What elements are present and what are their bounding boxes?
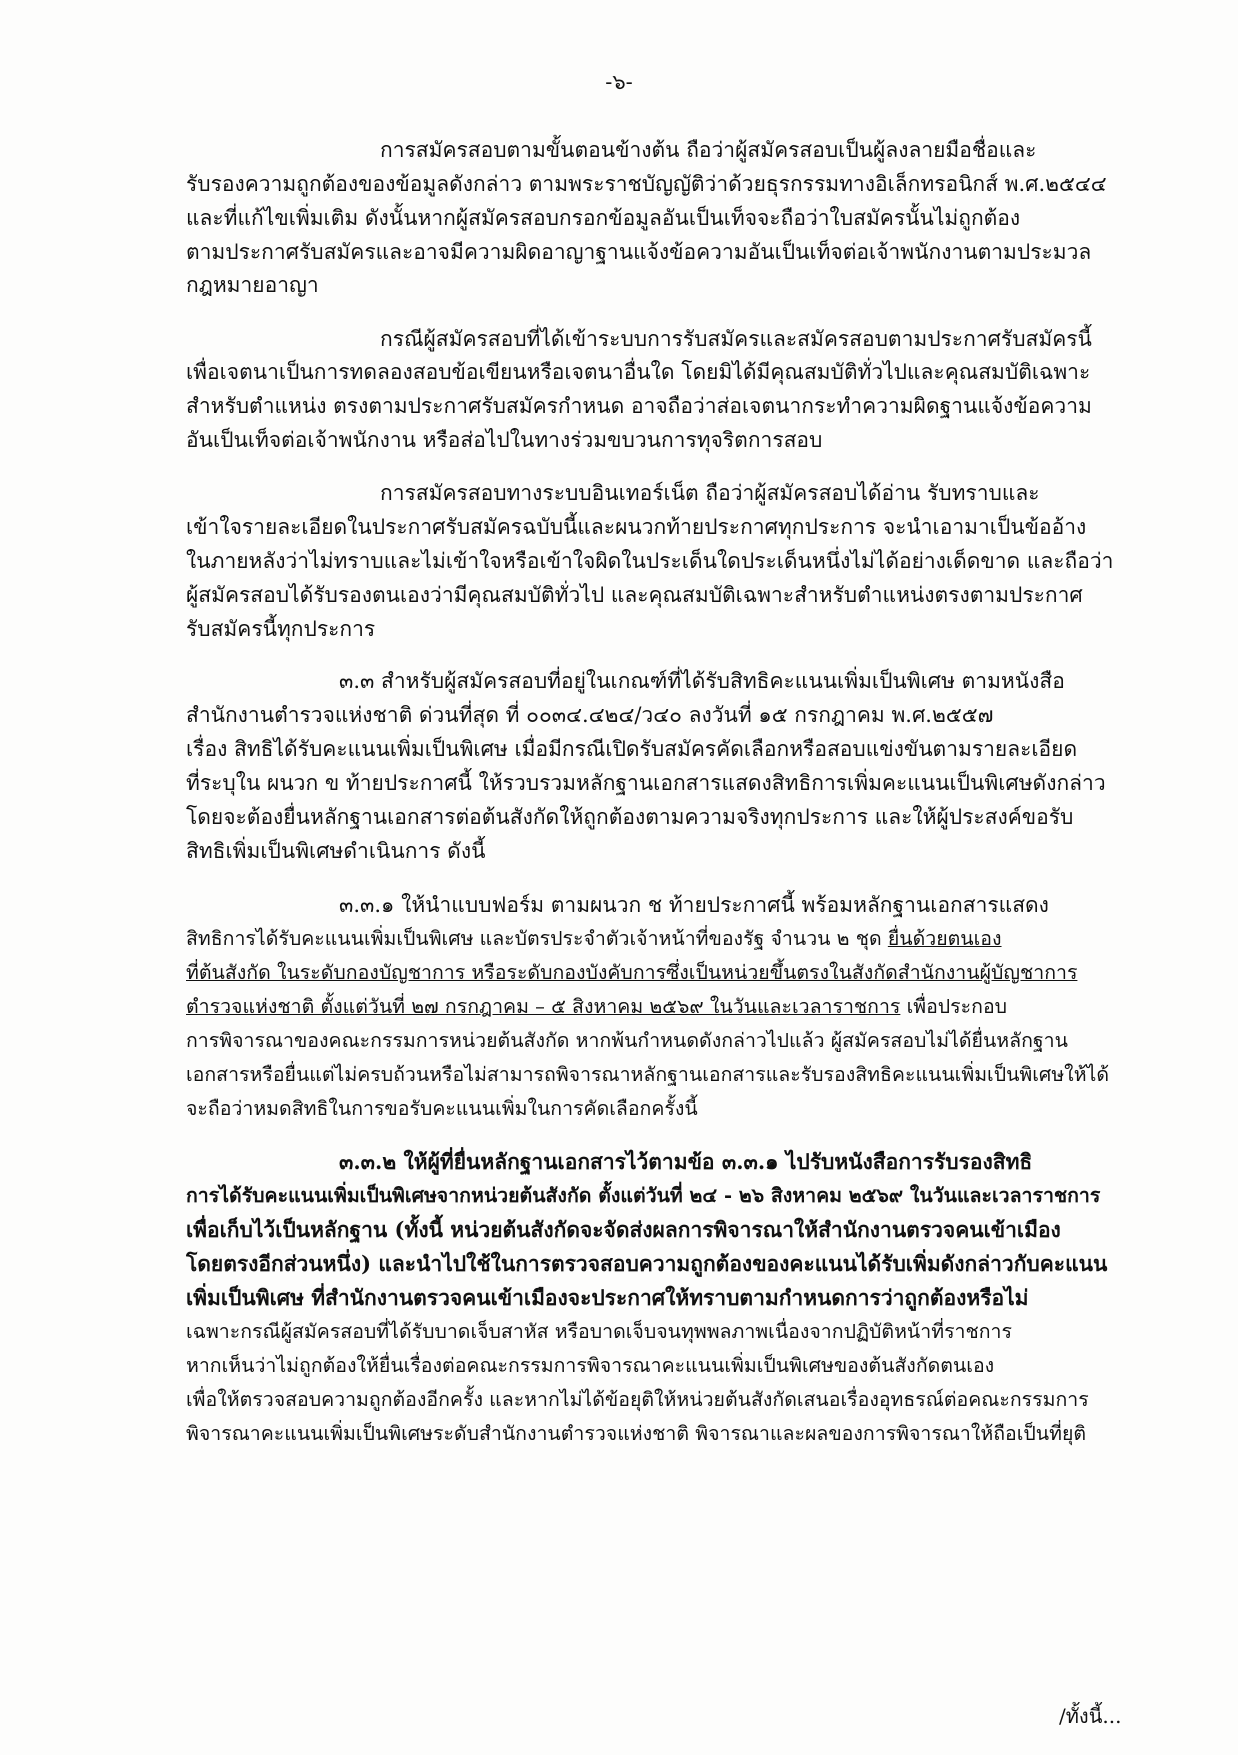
text-line: การพิจารณาของคณะกรรมการหน่วยต้นสังกัด หากพ้นกำหนดดังกล่าวไปแล้ว ผู้สมัครสอบไม่ได้ยื่นหลักฐาน (186, 1029, 1068, 1052)
text-line: ๓.๓ สำหรับผู้สมัครสอบที่อยู่ในเกณฑ์ที่ได้รับสิทธิคะแนนเพิ่มเป็นพิเศษ ตามหนังสือ (339, 669, 1065, 693)
text-line: การสมัครสอบตามขั้นตอนข้างต้น ถือว่าผู้สมัครสอบเป็นผู้ลงลายมือชื่อและ (380, 138, 1037, 162)
text-line: เพื่อเจตนาเป็นการทดลองสอบข้อเขียนหรือเจตนาอื่นใด โดยมิได้มีคุณสมบัติทั่วไปและคุณสมบัติเฉพาะ (186, 360, 1091, 384)
text-line: เอกสารหรือยื่นแต่ไม่ครบถ้วนหรือไม่สามารถพิจารณาหลักฐานเอกสารและรับรองสิทธิคะแนนเพิ่มเป็นพิเศษให้ได้ (186, 1063, 1110, 1086)
text-line: เพื่อให้ตรวจสอบความถูกต้องอีกครั้ง และหากไม่ได้ข้อยุติให้หน่วยต้นสังกัดเสนอเรื่องอุทธรณ์ต่อคณะกรรมการ (186, 1388, 1089, 1411)
continuation-marker: /ทั้งนี้... (1059, 1704, 1122, 1728)
text-line: โดยจะต้องยื่นหลักฐานเอกสารต่อต้นสังกัดให้ถูกต้องตามความจริงทุกประการ และให้ผู้ประสงค์ขอรับ (186, 805, 1074, 829)
text-line: รับรองความถูกต้องของข้อมูลดังกล่าว ตามพระราชบัญญัติว่าด้วยธุรกรรมทางอิเล็กทรอนิกส์ พ.ศ.๒๕๔๔ (186, 172, 1107, 196)
text-line: กฎหมายอาญา (186, 273, 319, 297)
text-span: เพื่อประกอบ (906, 995, 1008, 1018)
text-line: สำนักงานตำรวจแห่งชาติ ด่วนที่สุด ที่ ๐๐๓๔.๔๒๔/ว๔๐ ลงวันที่ ๑๕ กรกฎาคม พ.ศ.๒๕๕๗ (186, 703, 994, 727)
text-line: จะถือว่าหมดสิทธิในการขอรับคะแนนเพิ่มในการคัดเลือกครั้งนี้ (186, 1097, 698, 1120)
text-line: ผู้สมัครสอบได้รับรองตนเองว่ามีคุณสมบัติทั่วไป และคุณสมบัติเฉพาะสำหรับตำแหน่งตรงตามประกาศ (186, 583, 1083, 607)
text-line: เพื่อเก็บไว้เป็นหลักฐาน (ทั้งนี้ หน่วยต้นสังกัดจะจัดส่งผลการพิจารณาให้สำนักงานตรวจคนเข้าเมือง (186, 1217, 1061, 1242)
text-line: เข้าใจรายละเอียดในประกาศรับสมัครฉบับนี้และผนวกท้ายประกาศทุกประการ จะนำเอามาเป็นข้ออ้าง (186, 515, 1087, 539)
underlined-text: ยื่นด้วยตนเอง (887, 927, 1002, 950)
text-line: เฉพาะกรณีผู้สมัครสอบที่ได้รับบาดเจ็บสาหัส หรือบาดเจ็บจนทุพพลภาพเนื่องจากปฏิบัติหน้าที่ราชการ (186, 1320, 1012, 1343)
text-line: ตามประกาศรับสมัครและอาจมีความผิดอาญาฐานแจ้งข้อความอันเป็นเท็จต่อเจ้าพนักงานตามประมวล (186, 240, 1092, 264)
text-line: หากเห็นว่าไม่ถูกต้องให้ยื่นเรื่องต่อคณะกรรมการพิจารณาคะแนนเพิ่มเป็นพิเศษของต้นสังกัดตนเอง (186, 1354, 995, 1377)
page-number: -๖- (605, 70, 633, 94)
text-line: การสมัครสอบทางระบบอินเทอร์เน็ต ถือว่าผู้สมัครสอบได้อ่าน รับทราบและ (380, 481, 1040, 505)
text-line: ๓.๓.๑ ให้นำแบบฟอร์ม ตามผนวก ช ท้ายประกาศนี้ พร้อมหลักฐานเอกสารแสดง (339, 893, 1049, 917)
text-line: ที่ระบุใน ผนวก ข ท้ายประกาศนี้ ให้รวบรวมหลักฐานเอกสารแสดงสิทธิการเพิ่มคะแนนเป็นพิเศษดังกล่าว (186, 771, 1106, 795)
text-line: ในภายหลังว่าไม่ทราบและไม่เข้าใจหรือเข้าใจผิดในประเด็นใดประเด็นหนึ่งไม่ได้อย่างเด็ดขาด และถือว่า (186, 549, 1114, 573)
text-line: การได้รับคะแนนเพิ่มเป็นพิเศษจากหน่วยต้นสังกัด ตั้งแต่วันที่ ๒๔ - ๒๖ สิงหาคม ๒๕๖๙ ในวันและเวลาราชการ (186, 1184, 1101, 1207)
text-line: เพิ่มเป็นพิเศษ ที่สำนักงานตรวจคนเข้าเมืองจะประกาศให้ทราบตามกำหนดการว่าถูกต้องหรือไม่ (186, 1285, 1029, 1310)
underlined-text-line: ที่ต้นสังกัด ในระดับกองบัญชาการ หรือระดับกองบังคับการซึ่งเป็นหน่วยขึ้นตรงในสังกัดสำนักงานผู้บัญชาการ (186, 961, 1078, 984)
text-line (186, 923, 1136, 955)
text-line: พิจารณาคะแนนเพิ่มเป็นพิเศษระดับสำนักงานตำรวจแห่งชาติ พิจารณาและผลของการพิจารณาให้ถือเป็นที่ยุติ (186, 1422, 1087, 1445)
text-line: สิทธิเพิ่มเป็นพิเศษดำเนินการ ดังนี้ (186, 839, 486, 863)
text-line: และที่แก้ไขเพิ่มเติม ดังนั้นหากผู้สมัครสอบกรอกข้อมูลอันเป็นเท็จจะถือว่าใบสมัครนั้นไม่ถูกต้อง (186, 206, 1021, 230)
underlined-text: ตำรวจแห่งชาติ ตั้งแต่วันที่ ๒๗ กรกฎาคม – ๕ สิงหาคม ๒๕๖๙ ในวันและเวลาราชการ (186, 995, 901, 1018)
text-line: กรณีผู้สมัครสอบที่ได้เข้าระบบการรับสมัครและสมัครสอบตามประกาศรับสมัครนี้ (380, 327, 1092, 351)
text-line: เรื่อง สิทธิได้รับคะแนนเพิ่มเป็นพิเศษ เมื่อมีกรณีเปิดรับสมัครคัดเลือกหรือสอบแข่งขันตามรายละเอียด (186, 737, 1078, 761)
text-line: รับสมัครนี้ทุกประการ (186, 617, 376, 641)
text-line: ๓.๓.๒ ให้ผู้ที่ยื่นหลักฐานเอกสารไว้ตามข้อ ๓.๓.๑ ไปรับหนังสือการรับรองสิทธิ (339, 1149, 1033, 1174)
text-line (186, 991, 1136, 1023)
text-line: โดยตรงอีกส่วนหนึ่ง) และนำไปใช้ในการตรวจสอบความถูกต้องของคะแนนได้รับเพิ่มดังกล่าวกับคะแนน (186, 1251, 1108, 1276)
text-span: สิทธิการได้รับคะแนนเพิ่มเป็นพิเศษ และบัตรประจำตัวเจ้าหน้าที่ของรัฐ จำนวน ๒ ชุด (186, 927, 882, 950)
text-line: อันเป็นเท็จต่อเจ้าพนักงาน หรือส่อไปในทางร่วมขบวนการทุจริตการสอบ (186, 428, 823, 452)
text-line: สำหรับตำแหน่ง ตรงตามประกาศรับสมัครกำหนด อาจถือว่าส่อเจตนากระทำความผิดฐานแจ้งข้อความ (186, 394, 1092, 418)
